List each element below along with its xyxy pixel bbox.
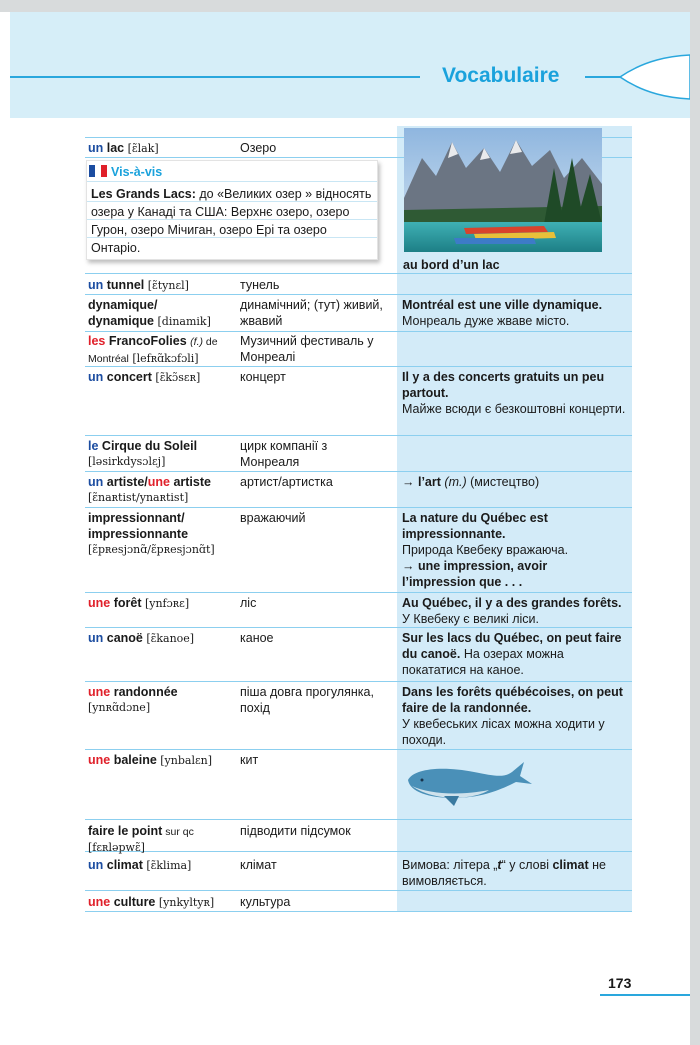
extra: sur qc — [162, 826, 194, 838]
row-divider — [85, 273, 632, 274]
example-impressionnant — [402, 510, 607, 590]
header-band — [10, 12, 690, 118]
header-rule-left — [10, 76, 420, 78]
word: dynamique/ — [88, 298, 158, 312]
lake-photo — [404, 128, 602, 252]
page-title: Vocabulaire — [442, 64, 560, 87]
example-concert — [402, 369, 627, 417]
word-feminine: artiste — [169, 475, 211, 489]
word-city: Montréal — [88, 353, 129, 365]
translation-foret: ліс — [240, 596, 257, 610]
entry-artiste — [88, 474, 238, 506]
translation-baleine: кит — [240, 753, 259, 767]
example-fr: Montréal est une ville dynamique. — [402, 298, 603, 312]
article: une — [88, 596, 111, 610]
example-ua: У Квебеку є великі ліси. — [402, 612, 539, 626]
row-divider — [85, 627, 632, 628]
vis-a-vis-box — [86, 160, 378, 260]
phonetic: [ɛ̃lak] — [127, 142, 159, 155]
phonetic: [ynʀɑ̃dɔne] — [88, 701, 151, 714]
example-ua: Монреаль дуже жваве місто. — [402, 314, 570, 328]
row-divider — [85, 911, 632, 912]
row-divider — [85, 890, 632, 891]
example-ua: Природа Квебеку вражаюча. — [402, 543, 569, 557]
lake-photo-caption: au bord d’un lac — [403, 258, 500, 272]
article-feminine: une — [147, 475, 170, 489]
translation-faire-le-point: підводити підсумок — [240, 824, 351, 838]
row-divider — [85, 471, 632, 472]
example-ua: У квебеських лісах можна ходити у походи. — [402, 717, 605, 747]
top-margin — [0, 0, 700, 12]
phonetic: [ɛ̃tynɛl] — [147, 279, 189, 292]
example-fr: Sur les lacs du Québec, on peut faire du canoë. — [402, 631, 622, 661]
row-divider — [85, 435, 632, 436]
note-gender: (m.) — [444, 475, 467, 489]
note-letter: t — [497, 858, 502, 872]
article: un — [88, 475, 104, 489]
note-part: Вимова: літера „ — [402, 858, 498, 872]
example-randonnee — [402, 684, 627, 748]
heading-text: Vis-à-vis — [111, 165, 163, 179]
entry-canoe — [88, 630, 194, 647]
vis-a-vis-heading — [89, 165, 162, 179]
word: baleine — [110, 753, 157, 767]
translation-dynamique: динамічний; (тут) живий, жвавий — [240, 298, 383, 328]
phonetic: [ɛ̃naʀtist/ynaʀtist] — [88, 491, 189, 504]
translation-tunnel: тунель — [240, 278, 280, 292]
row-divider — [85, 749, 632, 750]
vis-a-vis-text — [91, 185, 373, 257]
article: un — [88, 631, 104, 645]
article: un — [88, 141, 104, 155]
row-divider — [85, 819, 632, 820]
phonetic: [dinamik] — [157, 315, 211, 328]
preposition: de — [202, 336, 218, 348]
page-number-rule — [600, 994, 690, 996]
word: concert — [103, 370, 152, 384]
translation-concert: концерт — [240, 370, 286, 384]
phonetic: [ynfɔʀɛ] — [144, 597, 190, 610]
translation-culture: культура — [240, 895, 291, 909]
word: climat — [103, 858, 143, 872]
whale-illustration — [404, 758, 534, 808]
row-divider — [85, 507, 632, 508]
phonetic: [ləsirkdysɔlɛj] — [88, 455, 166, 468]
word: randonnée — [110, 685, 178, 699]
word-feminine: impressionnante — [88, 527, 189, 541]
article: une — [88, 753, 111, 767]
word: tunnel — [103, 278, 145, 292]
translation-climat: клімат — [240, 858, 277, 872]
gender: (f.) — [190, 336, 203, 348]
translation-canoe: каное — [240, 631, 274, 645]
entry-francofolies — [88, 333, 238, 367]
note-part: не вимовляється. — [402, 858, 606, 888]
phonetic: [ɛ̃pʀesjɔnɑ̃/ɛ̃pʀesjɔnɑ̃t] — [88, 543, 215, 556]
word-feminine: dynamique — [88, 314, 154, 328]
phonetic: [ynkyltyʀ] — [158, 896, 215, 909]
translation-lac: Озеро — [240, 141, 277, 155]
article: une — [88, 895, 111, 909]
word: FrancoFolies — [105, 334, 187, 348]
french-flag-icon — [89, 165, 107, 177]
translation-cirque: цирк компанії з Монреаля — [240, 439, 328, 469]
note-artiste — [402, 474, 539, 490]
article: les — [88, 334, 106, 348]
note-translation: (мистецтво) — [466, 475, 540, 489]
word: impressionnant/ — [88, 511, 185, 525]
article: un — [88, 370, 104, 384]
arrow: → — [402, 475, 418, 489]
article: le — [88, 439, 99, 453]
entry-tunnel — [88, 277, 189, 294]
entry-culture — [88, 894, 214, 911]
entry-randonnee — [88, 684, 238, 716]
example-fr: Dans les forêts québécoises, on peut faire de la randonnée. — [402, 685, 623, 715]
phonetic: [ɛ̃klima] — [146, 859, 192, 872]
right-margin — [690, 0, 700, 1045]
page-number: 173 — [608, 975, 632, 991]
entry-lac — [88, 140, 159, 157]
row-divider — [85, 294, 632, 295]
note-word: l’art — [417, 475, 441, 489]
entry-baleine — [88, 752, 212, 769]
entry-foret — [88, 595, 189, 612]
example-ua: На озерах можна покататися на каное. — [402, 647, 564, 677]
example-fr: Il y a des concerts gratuits un peu partout. — [402, 370, 605, 400]
entry-climat — [88, 857, 191, 874]
row-divider — [85, 681, 632, 682]
example-foret — [402, 595, 630, 627]
note: → une impression, avoir l’impression que . . . — [402, 559, 548, 589]
example-fr: La nature du Québec est impressionnante. — [402, 511, 548, 541]
row-divider — [85, 331, 632, 332]
word: faire le point — [88, 824, 163, 838]
entry-dynamique — [88, 297, 238, 330]
entry-concert — [88, 369, 200, 386]
phonetic: [lefʀɑ̃kɔfɔli] — [132, 352, 199, 365]
note-part: “ у слові — [501, 858, 553, 872]
example-fr: Au Québec, il y a des grandes forêts. — [402, 596, 622, 610]
phonetic: [ɛ̃kɔ̃sɛʀ] — [155, 371, 201, 384]
term: Les Grands Lacs: — [91, 187, 196, 201]
row-divider — [85, 592, 632, 593]
translation-francofolies: Музичний фестиваль у Монреалі — [240, 334, 374, 364]
word: Cirque du Soleil — [98, 439, 198, 453]
word: artiste/ — [103, 475, 148, 489]
entry-cirque — [88, 438, 238, 470]
phonetic: [ynbalɛn] — [160, 754, 213, 767]
example-canoe — [402, 630, 630, 678]
entry-faire-le-point — [88, 823, 238, 856]
example-ua: Майже всюди є безкоштовні концерти. — [402, 402, 626, 416]
word: forêt — [110, 596, 142, 610]
box-line — [87, 181, 377, 182]
example-dynamique — [402, 297, 630, 329]
term-explanation: до «Великих озер » відносять озера у Канаді та США: Верхнє озеро, озеро Гурон, озеро Мічиган, озеро Ері та озеро Онтаріо. — [91, 187, 372, 255]
article: un — [88, 278, 104, 292]
article: un — [88, 858, 104, 872]
translation-impressionnant: вражаючий — [240, 511, 306, 525]
header-swoosh-decoration — [590, 52, 690, 102]
translation-artiste: артист/артистка — [240, 475, 333, 489]
note-word: climat — [552, 858, 589, 872]
note-climat — [402, 857, 627, 889]
word: canoë — [103, 631, 143, 645]
phonetic: [fɛʀləpwɛ̃] — [88, 841, 145, 854]
phonetic: [ɛ̃kanoe] — [146, 632, 195, 645]
translation-randonnee: піша довга прогулянка, похід — [240, 685, 374, 715]
article: une — [88, 685, 111, 699]
word: culture — [110, 895, 156, 909]
word: lac — [103, 141, 125, 155]
entry-impressionnant — [88, 510, 238, 558]
